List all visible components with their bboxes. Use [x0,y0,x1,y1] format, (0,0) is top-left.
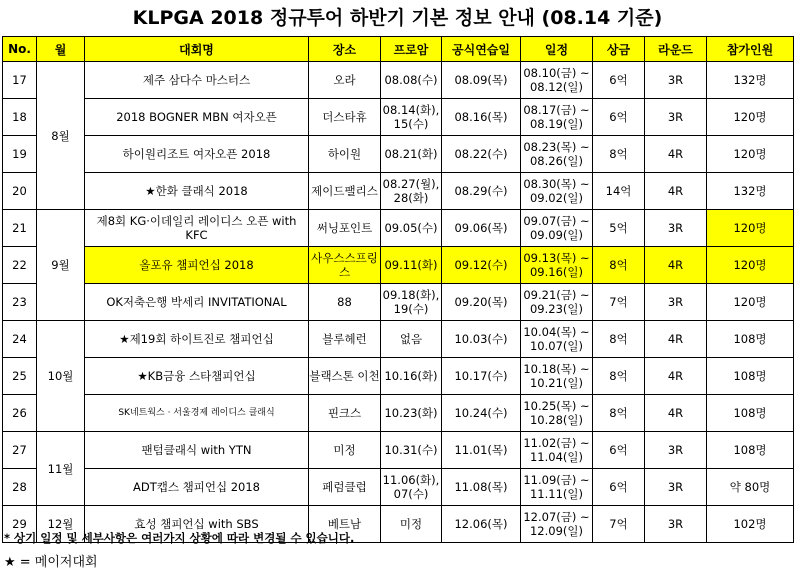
table-row [3,358,794,395]
cell-schedule: 10.25(목) ~ 10.28(일) [521,395,593,432]
cell-practice: 08.16(목) [442,99,521,136]
cell-players: 102명 [707,506,794,543]
cell-no: 22 [3,247,37,284]
table-row [3,99,794,136]
cell-practice: 10.17(수) [442,358,521,395]
cell-venue: 사우스스프링스 [309,247,381,284]
cell-prize: 8억 [593,247,645,284]
page-title: KLPGA 2018 정규투어 하반기 기본 정보 안내 (08.14 기준) [132,7,663,29]
cell-practice: 12.06(목) [442,506,521,543]
cell-schedule: 10.04(목) ~ 10.07(일) [521,321,593,358]
cell-prize: 8억 [593,395,645,432]
cell-round: 4R [645,173,707,210]
cell-practice: 10.03(수) [442,321,521,358]
cell-prize: 6억 [593,469,645,506]
cell-no: 25 [3,358,37,395]
header-venue: 장소 [309,37,381,62]
cell-venue: 페럼클럽 [309,469,381,506]
table-row [3,395,794,432]
cell-players: 108명 [707,321,794,358]
table-row [3,432,794,469]
cell-players: 132명 [707,62,794,99]
cell-round: 3R [645,99,707,136]
cell-venue: 오라 [309,62,381,99]
cell-venue: 핀크스 [309,395,381,432]
cell-proam: 없음 [381,321,442,358]
cell-tournament: ADT캡스 챔피언십 2018 [85,469,309,506]
cell-tournament: 제주 삼다수 마스터스 [85,62,309,99]
cell-schedule: 12.07(금) ~ 12.09(일) [521,506,593,543]
cell-tournament: SK네트웍스 · 서울경제 레이디스 클래식 [85,395,309,432]
cell-no: 17 [3,62,37,99]
cell-schedule: 09.07(금) ~ 09.09(일) [521,210,593,247]
cell-tournament: ★KB금융 스타챔피언십 [85,358,309,395]
cell-month: 9월 [37,210,85,321]
table-row [3,321,794,358]
cell-players: 108명 [707,432,794,469]
cell-prize: 8억 [593,136,645,173]
cell-round: 4R [645,247,707,284]
cell-proam: 09.05(수) [381,210,442,247]
cell-tournament: ★제19회 하이트진로 챔피언십 [85,321,309,358]
header-no: No. [3,37,37,62]
cell-players-highlighted: 120명 [707,210,794,247]
cell-players: 120명 [707,136,794,173]
cell-tournament: 효성 챔피언십 with SBS [85,506,309,543]
cell-round: 3R [645,432,707,469]
cell-proam: 09.18(화), 19(수) [381,284,442,321]
cell-players: 108명 [707,358,794,395]
cell-prize: 6억 [593,99,645,136]
cell-no: 28 [3,469,37,506]
cell-tournament: 올포유 챔피언십 2018 [85,247,309,284]
cell-schedule: 09.21(금) ~ 09.23(일) [521,284,593,321]
table-row-highlighted [3,247,794,284]
table-header-row [3,37,794,62]
table-row [3,284,794,321]
header-proam: 프로암 [381,37,442,62]
cell-tournament: 제8회 KG·이데일리 레이디스 오픈 with KFC [85,210,309,247]
cell-round: 3R [645,210,707,247]
cell-players: 120명 [707,284,794,321]
cell-venue: 제이드팰리스 [309,173,381,210]
cell-proam: 09.11(화) [381,247,442,284]
cell-venue: 써닝포인트 [309,210,381,247]
cell-tournament: ★한화 클래식 2018 [85,173,309,210]
cell-practice: 09.06(목) [442,210,521,247]
cell-round: 4R [645,395,707,432]
cell-no: 18 [3,99,37,136]
cell-round: 4R [645,321,707,358]
cell-practice: 08.29(수) [442,173,521,210]
cell-proam: 10.31(수) [381,432,442,469]
cell-venue: 하이원 [309,136,381,173]
cell-practice: 09.20(목) [442,284,521,321]
change-notice: * 상기 일정 및 세부사항은 여러가지 상황에 따라 변경될 수 있습니다. [4,531,355,545]
cell-schedule: 11.09(금) ~ 11.11(일) [521,469,593,506]
header-players: 참가인원 [707,37,794,62]
cell-round: 4R [645,358,707,395]
cell-no: 26 [3,395,37,432]
cell-tournament: 하이원리조트 여자오픈 2018 [85,136,309,173]
cell-practice: 11.08(목) [442,469,521,506]
header-practice: 공식연습일 [442,37,521,62]
header-prize: 상금 [593,37,645,62]
cell-schedule: 08.23(목) ~ 08.26(일) [521,136,593,173]
cell-round: 3R [645,469,707,506]
cell-players: 132명 [707,173,794,210]
cell-month: 12월 [37,506,85,543]
cell-round: 3R [645,284,707,321]
cell-schedule: 08.30(목) ~ 09.02(일) [521,173,593,210]
cell-schedule: 10.18(목) ~ 10.21(일) [521,358,593,395]
table-row [3,136,794,173]
cell-prize: 8억 [593,321,645,358]
cell-tournament: 팬텀클래식 with YTN [85,432,309,469]
cell-prize: 7억 [593,284,645,321]
header-round: 라운드 [645,37,707,62]
cell-tournament: 2018 BOGNER MBN 여자오픈 [85,99,309,136]
cell-proam: 10.16(화) [381,358,442,395]
cell-proam: 08.21(화) [381,136,442,173]
cell-players: 108명 [707,395,794,432]
cell-practice: 09.12(수) [442,247,521,284]
cell-proam: 10.23(화) [381,395,442,432]
cell-practice: 08.09(목) [442,62,521,99]
cell-proam: 08.08(수) [381,62,442,99]
table-row [3,210,794,247]
cell-no: 24 [3,321,37,358]
header-tournament: 대회명 [85,37,309,62]
cell-no: 21 [3,210,37,247]
cell-practice: 10.24(수) [442,395,521,432]
cell-practice: 08.22(수) [442,136,521,173]
cell-prize: 7억 [593,506,645,543]
cell-month: 11월 [37,432,85,506]
cell-proam: 08.27(월), 28(화) [381,173,442,210]
cell-no: 20 [3,173,37,210]
cell-proam: 미정 [381,506,442,543]
cell-schedule: 08.17(금) ~ 08.19(일) [521,99,593,136]
cell-venue: 미정 [309,432,381,469]
table-row [3,62,794,99]
cell-venue: 블루헤런 [309,321,381,358]
cell-prize: 6억 [593,62,645,99]
header-month: 월 [37,37,85,62]
cell-no: 23 [3,284,37,321]
cell-month: 10월 [37,321,85,432]
cell-venue: 블랙스톤 이천 [309,358,381,395]
cell-prize: 8억 [593,358,645,395]
cell-proam: 11.06(화), 07(수) [381,469,442,506]
cell-no: 27 [3,432,37,469]
cell-month: 8월 [37,62,85,210]
cell-players: 120명 [707,99,794,136]
cell-venue: 88 [309,284,381,321]
cell-round: 4R [645,136,707,173]
tournament-schedule-table [2,36,794,543]
cell-schedule: 08.10(금) ~ 08.12(일) [521,62,593,99]
table-row [3,173,794,210]
major-legend: ★ = 메이저대회 [4,555,98,570]
cell-no: 19 [3,136,37,173]
cell-practice: 11.01(목) [442,432,521,469]
cell-prize: 6억 [593,432,645,469]
cell-players: 120명 [707,247,794,284]
header-schedule: 일정 [521,37,593,62]
cell-no: 29 [3,506,37,543]
cell-round: 3R [645,62,707,99]
cell-schedule: 11.02(금) ~ 11.04(일) [521,432,593,469]
cell-proam: 08.14(화), 15(수) [381,99,442,136]
table-row [3,469,794,506]
cell-venue: 베트남 [309,506,381,543]
cell-round: 3R [645,506,707,543]
cell-tournament: OK저축은행 박세리 INVITATIONAL [85,284,309,321]
cell-venue: 더스타휴 [309,99,381,136]
cell-prize: 14억 [593,173,645,210]
cell-players: 약 80명 [707,469,794,506]
cell-prize: 5억 [593,210,645,247]
cell-schedule: 09.13(목) ~ 09.16(일) [521,247,593,284]
